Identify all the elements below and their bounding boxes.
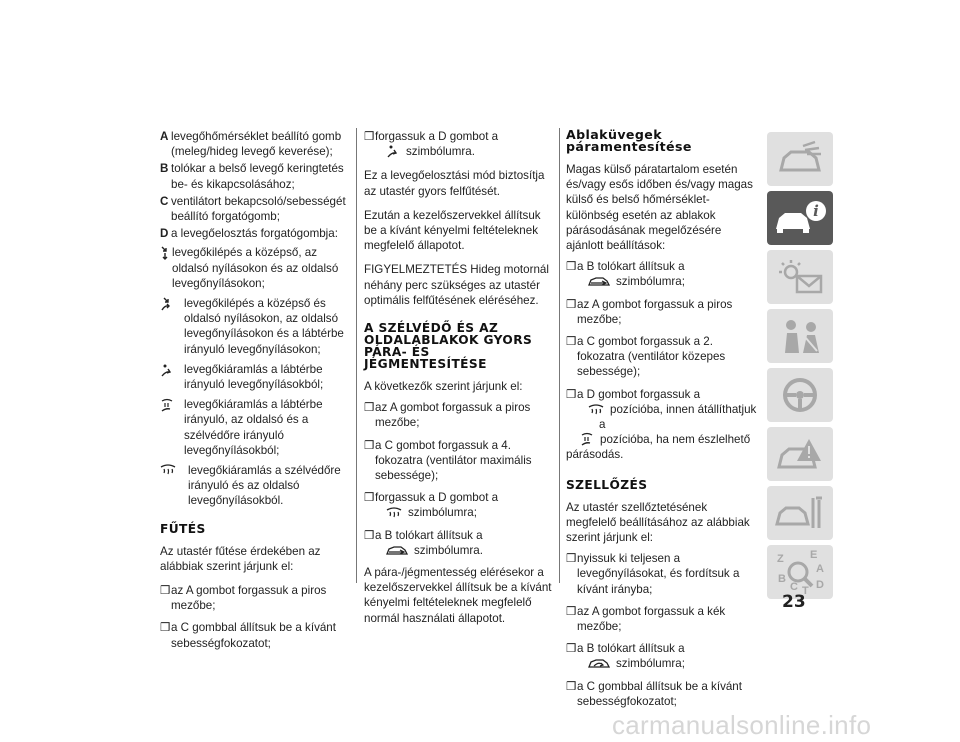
symbol-line	[577, 432, 758, 447]
list-item	[364, 490, 552, 520]
bullet-icon: ❒	[566, 297, 577, 311]
airflow-foot-icon	[160, 362, 184, 392]
legend-text: a levegőelosztás forgatógombja:	[171, 227, 338, 241]
list-item	[364, 400, 552, 430]
column-divider-2	[559, 128, 560, 583]
list-text: pozícióba, innen átállíthatjuk a	[599, 402, 757, 432]
list-item	[566, 604, 758, 634]
legend-key: C	[160, 194, 169, 208]
list-text: szimbólumra;	[616, 275, 685, 289]
airflow-face-foot-icon	[160, 296, 184, 357]
list-item	[566, 259, 758, 289]
index-letter: E	[810, 549, 818, 561]
column-1	[160, 129, 350, 658]
chapter-sidebar	[767, 132, 833, 604]
list-item	[364, 129, 552, 159]
legend-text: levegőhőmérséklet beállító gomb (meleg/hideg levegő keverése);	[171, 130, 342, 159]
legend-key: A	[160, 130, 169, 143]
paragraph: FIGYELMEZTETÉS Hideg motornál néhány perc szükséges az utastér optimális felfűtésének eléréséhez.	[364, 263, 549, 307]
car-info-icon	[773, 199, 827, 237]
page-number: 23	[782, 592, 806, 612]
list-item	[566, 679, 758, 709]
mode-text: levegőkiáramlás a lábtérbe irányuló, az oldalsó és a szélvédőre irányuló levegőnyílásokból;	[184, 398, 323, 457]
list-text: a D gombot forgassuk a	[577, 387, 701, 401]
mode-text: levegőkilépés a középső, az oldalsó nyílásokon és az oldalsó levegőnyílásokon;	[172, 246, 339, 290]
list-text: forgassuk a D gombot a	[375, 491, 499, 505]
airflow-face-icon	[160, 245, 172, 291]
symbol-line	[577, 656, 758, 671]
list-item	[566, 641, 758, 671]
legend-item-d	[160, 226, 350, 241]
bullet-icon: ❒	[364, 130, 375, 143]
svg-text:i: i	[813, 202, 819, 220]
list-text: szimbólumra.	[406, 145, 475, 159]
index-letter: B	[778, 573, 786, 585]
list-text: az A gombot forgassuk a piros mezőbe;	[577, 297, 733, 326]
paragraph: A következők szerint járjunk el:	[364, 380, 523, 394]
list-text: pozícióba, ha nem észlelhető	[600, 433, 751, 447]
bullet-icon: ❒	[364, 401, 375, 415]
symbol-line	[375, 144, 552, 159]
bullet-icon: ❒	[160, 584, 171, 598]
list-item	[566, 334, 758, 380]
mode-windscreen-vents	[160, 463, 350, 509]
list-text: az A gombot forgassuk a piros mezőbe;	[375, 401, 531, 430]
list-item	[566, 297, 758, 327]
defrost-windscreen-icon	[160, 463, 188, 509]
list-text: a C gombot forgassuk a 4. fokozatra (ventilátor maximális sebessége);	[375, 438, 532, 483]
list-item	[160, 620, 350, 650]
mode-text: levegőkiáramlás a szélvédőre irányuló és az oldalsó levegőnyílásokból.	[188, 464, 341, 508]
steering-wheel-icon	[780, 375, 820, 415]
tab-warning-lights[interactable]	[767, 250, 833, 304]
defrost-windscreen-icon	[386, 507, 402, 519]
index-letter: C	[790, 581, 798, 593]
bullet-icon: ❒	[364, 528, 375, 542]
list-item	[364, 528, 552, 558]
fresh-air-car-icon	[386, 545, 408, 557]
symbol-line	[375, 505, 552, 520]
tab-car-tools[interactable]	[767, 486, 833, 540]
tab-car-warning[interactable]	[767, 427, 833, 481]
list-text: szimbólumra;	[616, 657, 685, 671]
tab-car-lights[interactable]	[767, 132, 833, 186]
recirculation-car-icon	[588, 658, 610, 670]
paragraph: Az utastér szellőztetésének megfelelő beállításához az alábbiak szerint járjunk el:	[566, 500, 750, 545]
defrost-windscreen-icon	[588, 404, 604, 416]
bullet-icon: ❒	[364, 491, 375, 505]
list-text: az A gombot forgassuk a piros mezőbe;	[171, 584, 327, 613]
car-lights-icon	[775, 140, 825, 178]
heading-ablakuvegek: Ablaküvegek páramentesítése	[566, 127, 692, 154]
legend-text: tolókar a belső levegő keringtetés be- és kikapcsolásához;	[171, 162, 344, 191]
bullet-icon: ❒	[566, 642, 577, 656]
list-item	[566, 387, 758, 463]
index-letters-icon	[772, 548, 828, 596]
warning-lights-icon	[775, 258, 825, 296]
tab-car-info[interactable]	[767, 191, 833, 245]
mode-face-foot-vents	[160, 296, 350, 357]
paragraph: Az utastér fűtése érdekében az alábbiak szerint járjunk el:	[160, 544, 321, 573]
footer-watermark: carmanualsonline.info	[612, 710, 872, 740]
list-text: forgassuk a D gombot a	[375, 130, 499, 143]
list-text: a C gombbal állítsuk be a kívánt sebességfokozatot;	[577, 679, 742, 708]
car-tools-icon	[775, 494, 825, 532]
list-text: az A gombot forgassuk a kék mezőbe;	[577, 604, 726, 634]
list-item	[160, 583, 350, 613]
bullet-icon: ❒	[566, 552, 577, 566]
list-text: a B tolókart állítsuk a	[577, 642, 685, 656]
mode-face-vents	[160, 245, 350, 291]
list-text: szimbólumra;	[408, 506, 477, 520]
heading-szellozes: SZELLŐZÉS	[566, 477, 648, 492]
mode-foot-vents	[160, 362, 350, 392]
index-letter: D	[816, 579, 824, 591]
airflow-foot-windscreen-icon	[580, 432, 594, 446]
seatbelt-airbag-icon	[775, 317, 825, 355]
bullet-icon: ❒	[566, 679, 577, 693]
paragraph: A pára-/jégmentesség elérésekor a kezelőszervekkel állítsuk be a kívánt kényelmi feltételeknek megfelelő normál használati állapotot.	[364, 566, 552, 625]
symbol-line	[577, 402, 758, 432]
bullet-icon: ❒	[160, 621, 171, 635]
bullet-icon: ❒	[566, 387, 577, 401]
index-letter: T	[802, 585, 809, 596]
column-2	[364, 129, 552, 635]
bullet-icon: ❒	[566, 335, 577, 349]
tab-steering-wheel[interactable]	[767, 368, 833, 422]
list-text: a B tolókart állítsuk a	[577, 260, 685, 274]
fresh-air-car-icon	[588, 276, 610, 288]
legend-item-a	[160, 129, 350, 159]
column-divider-1	[356, 128, 357, 583]
list-text: nyissuk ki teljesen a levegőnyílásokat, és fordítsuk a kívánt irányba;	[577, 552, 740, 596]
list-text: a C gombbal állítsuk be a kívánt sebességfokozatot;	[171, 621, 336, 650]
mode-text: levegőkilépés a középső és oldalsó nyílásokon, az oldalsó levegőnyílásokon és a lábtérbe irányuló levegőnyílásokon;	[184, 297, 344, 356]
car-warning-icon	[775, 435, 825, 473]
list-item	[364, 438, 552, 484]
list-item	[566, 551, 758, 597]
list-text: a B tolókart állítsuk a	[375, 528, 483, 542]
heading-futes: FŰTÉS	[160, 521, 206, 536]
symbol-line	[577, 274, 758, 289]
legend-item-c	[160, 194, 350, 224]
paragraph: Magas külső páratartalom esetén és/vagy esős időben és/vagy magas külső és belső hőmérséklet-különbség esetén az ablakok párásodásának megelőzésére ajánlott beállítások:	[566, 163, 753, 253]
index-letter: A	[816, 563, 824, 575]
bullet-icon: ❒	[566, 604, 577, 618]
bullet-icon: ❒	[566, 260, 577, 274]
symbol-line	[375, 543, 552, 558]
legend-item-b	[160, 161, 350, 191]
list-text: a C gombot forgassuk a 2. fokozatra (ventilátor közepes sebessége);	[577, 335, 726, 379]
heading-defrost: A SZÉLVÉDŐ ÉS AZ OLDALABLAKOK GYORS PÁRA- ÉS JÉGMENTESÍTÉSE	[364, 321, 533, 372]
mode-text: levegőkiáramlás a lábtérbe irányuló levegőnyílásokból;	[184, 362, 324, 392]
legend-text: ventilátort bekapcsoló/sebességét beállító forgatógomb;	[171, 194, 346, 224]
legend-key: D	[160, 227, 169, 241]
column-3	[566, 129, 758, 716]
list-text: párásodás.	[566, 448, 624, 462]
airflow-foot-icon	[386, 144, 400, 158]
airflow-foot-windscreen-icon	[160, 397, 184, 458]
tab-seatbelt-airbag[interactable]	[767, 309, 833, 363]
tab-index[interactable]	[767, 545, 833, 599]
paragraph: Ezután a kezelőszervekkel állítsuk be a kívánt kényelmi feltételeknek megfelelő állapotot.	[364, 208, 541, 253]
mode-foot-windscreen-vents	[160, 397, 350, 458]
paragraph: Ez a levegőelosztási mód biztosítja az utastér gyors felfűtését.	[364, 169, 545, 198]
list-text: szimbólumra.	[414, 543, 483, 557]
legend-key: B	[160, 162, 169, 176]
bullet-icon: ❒	[364, 438, 375, 452]
index-letter: Z	[777, 553, 784, 565]
